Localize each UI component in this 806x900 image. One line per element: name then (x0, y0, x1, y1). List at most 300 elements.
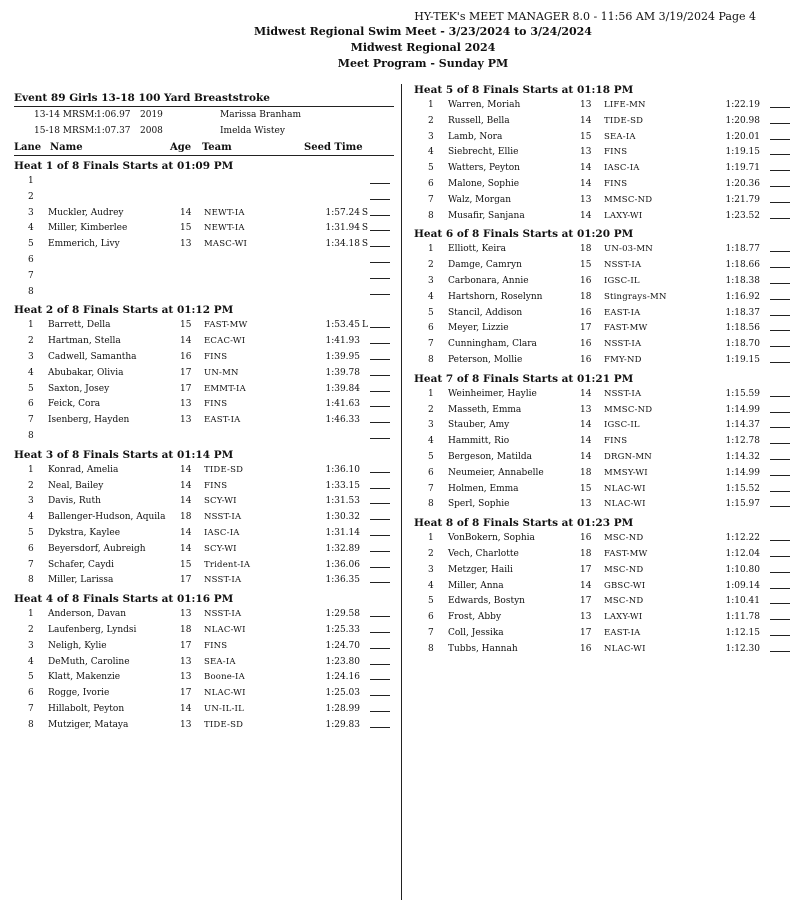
swimmer-name: Neal, Bailey (48, 480, 104, 491)
team-code: LIFE-MN (604, 100, 646, 110)
result-blank (370, 318, 390, 328)
swimmer-age: 17 (580, 596, 592, 607)
seed-time: 1:14.99 (725, 467, 760, 478)
team-code: FINS (204, 480, 228, 491)
result-blank (770, 563, 790, 573)
lane-number: 5 (28, 527, 34, 538)
seed-time: 1:12.30 (725, 643, 760, 654)
swimmer-age: 14 (180, 703, 192, 714)
entry-row (414, 306, 790, 322)
team-code: FAST-MW (604, 323, 648, 334)
result-blank (370, 542, 390, 552)
heat-title: Heat 8 of 8 Finals Starts at 01:23 PM (414, 517, 634, 530)
swimmer-name: Malone, Sophie (448, 178, 520, 189)
entry-row (414, 579, 790, 595)
swimmer-name: Dykstra, Kaylee (48, 527, 121, 538)
entry-row (14, 702, 394, 718)
swimmer-name: Neligh, Kylie (48, 640, 107, 651)
heat-title: Heat 5 of 8 Finals Starts at 01:18 PM (414, 84, 634, 96)
swimmer-age: 13 (180, 415, 192, 426)
lane-number: 7 (428, 339, 434, 350)
swimmer-name: Miller, Larissa (48, 575, 114, 586)
lane-number: 2 (28, 336, 34, 347)
seed-header: Seed Time (304, 142, 363, 153)
lane-number: 8 (428, 354, 434, 365)
swimmer-age: 15 (180, 223, 192, 234)
swimmer-name: Coll, Jessika (448, 627, 504, 638)
swimmer-name: Schafer, Caydi (48, 559, 115, 570)
swimmer-age: 14 (580, 436, 592, 447)
swimmer-name: Konrad, Amelia (48, 464, 119, 475)
lane-number: 1 (428, 533, 434, 544)
result-blank (370, 479, 390, 489)
result-blank (370, 334, 390, 344)
team-header: Team (202, 142, 232, 153)
seed-time: 1:39.78 (325, 367, 360, 378)
result-blank (370, 494, 390, 504)
result-blank (370, 190, 390, 200)
seed-time: 1:33.15 (325, 480, 360, 491)
seed-time: 1:12.15 (725, 627, 760, 638)
result-blank (370, 639, 390, 649)
swimmer-name: Neumeier, Annabelle (448, 467, 544, 478)
swimmer-age: 17 (180, 688, 192, 699)
swimmer-age: 15 (580, 260, 592, 271)
swimmer-name: Peterson, Mollie (448, 354, 523, 365)
entry-row (14, 334, 394, 350)
swimmer-name: Metzger, Haili (448, 564, 513, 575)
lane-number: 6 (428, 467, 434, 478)
seed-time: 1:14.99 (725, 404, 760, 415)
heat-title: Heat 4 of 8 Finals Starts at 01:16 PM (14, 593, 234, 606)
swimmer-age: 15 (180, 559, 192, 570)
result-blank (370, 285, 390, 295)
lane-number: 5 (428, 451, 434, 462)
result-blank (770, 337, 790, 347)
team-code: SEA-IA (604, 131, 636, 142)
result-blank (370, 397, 390, 407)
team-code: NSST-IA (204, 512, 242, 523)
swimmer-name: Rogge, Ivorie (48, 688, 110, 699)
team-code: UN-MN (204, 367, 239, 378)
swimmer-name: Abubakar, Olivia (48, 367, 124, 378)
team-code: FINS (604, 178, 628, 189)
team-code: ECAC-WI (204, 336, 246, 347)
seed-time: 1:46.33 (325, 415, 360, 426)
result-blank (370, 718, 390, 728)
swimmer-name: Lamb, Nora (448, 131, 503, 142)
swimmer-age: 13 (580, 404, 592, 415)
result-blank (770, 321, 790, 331)
record-row (14, 107, 394, 123)
team-code: FAST-MW (604, 548, 648, 559)
lane-number: 2 (28, 480, 34, 491)
swimmer-age: 14 (580, 420, 592, 431)
lane-number: 4 (28, 512, 34, 523)
entry-row (414, 434, 790, 450)
seed-time: 1:10.41 (725, 596, 760, 607)
lane-number: 3 (428, 131, 434, 142)
lane-number: 8 (428, 210, 434, 221)
result-blank (770, 161, 790, 171)
swimmer-age: 17 (180, 383, 192, 394)
swimmer-age: 14 (580, 451, 592, 462)
swimmer-name: Tubbs, Hannah (448, 643, 518, 654)
result-blank (770, 274, 790, 284)
result-blank (370, 607, 390, 617)
swimmer-age: 14 (580, 163, 592, 174)
entry-row (14, 686, 394, 702)
lane-number: 5 (28, 672, 34, 683)
lane-number: 3 (28, 351, 34, 362)
entry-row (414, 497, 790, 513)
result-blank (770, 130, 790, 140)
team-code: EAST-IA (604, 307, 641, 318)
team-code: TIDE-SD (204, 719, 244, 730)
swimmer-age: 14 (180, 496, 192, 507)
entry-row (14, 382, 394, 398)
swimmer-age: 17 (580, 627, 592, 638)
team-code: FAST-MW (204, 320, 248, 331)
swimmer-name: Muckler, Audrey (48, 207, 124, 218)
seed-time: 1:19.15 (725, 354, 760, 365)
result-blank (770, 482, 790, 492)
swimmer-age: 14 (180, 336, 192, 347)
entry-row (14, 366, 394, 382)
record-label: 15-18 MRSM: (34, 126, 98, 136)
lane-number: 1 (28, 320, 34, 331)
seed-time: 1:21.79 (725, 194, 760, 205)
team-code: NSST-IA (204, 609, 242, 620)
lane-number: 6 (28, 688, 34, 699)
seed-time: 1:18.37 (725, 307, 760, 318)
lane-number: 1 (428, 244, 434, 255)
seed-time: 1:36.10 (325, 464, 360, 475)
swimmer-name: Hillabolt, Peyton (48, 703, 125, 714)
seed-time: 1:12.78 (725, 436, 760, 447)
result-blank (770, 242, 790, 252)
team-code: LAXY-WI (604, 612, 643, 623)
lane-number: 8 (428, 643, 434, 654)
team-code: NLAC-WI (604, 483, 646, 494)
seed-time: 1:31.94 (325, 223, 360, 234)
entry-row (414, 387, 790, 403)
swimmer-age: 17 (180, 575, 192, 586)
event-title: Event 89 Girls 13-18 100 Yard Breaststroke (14, 90, 394, 107)
entry-row (414, 193, 790, 209)
entry-row (14, 718, 394, 734)
swimmer-age: 17 (180, 640, 192, 651)
entry-row (14, 494, 394, 510)
result-blank (770, 353, 790, 363)
lane-number: 4 (428, 436, 434, 447)
entry-row (414, 482, 790, 498)
lane-number: 4 (428, 147, 434, 158)
seed-time: 1:34.18 (325, 239, 360, 250)
result-blank (770, 610, 790, 620)
swimmer-age: 13 (580, 612, 592, 623)
lane-number: 3 (28, 496, 34, 507)
swimmer-name: Carbonara, Annie (448, 275, 529, 286)
team-code: NSST-IA (204, 575, 242, 586)
entry-row (414, 130, 790, 146)
entry-row (414, 161, 790, 177)
result-blank (370, 221, 390, 231)
swimmer-age: 14 (180, 543, 192, 554)
lane-number: 2 (28, 624, 34, 635)
result-blank (370, 655, 390, 665)
result-blank (370, 366, 390, 376)
seed-time: 1:28.99 (325, 703, 360, 714)
seed-time: 1:12.04 (725, 548, 760, 559)
swimmer-name: Watters, Peyton (448, 163, 520, 174)
team-code: TIDE-SD (204, 464, 244, 475)
lane-number: 8 (28, 286, 34, 297)
lane-number: 8 (28, 719, 34, 730)
team-code: NSST-IA (604, 339, 642, 350)
lane-number: 7 (428, 627, 434, 638)
lane-number: 1 (28, 176, 34, 186)
entry-row (14, 269, 394, 285)
entry-row (414, 177, 790, 193)
entry-row (14, 318, 394, 334)
swimmer-name: Musafir, Sanjana (448, 210, 525, 221)
lane-number: 5 (428, 596, 434, 607)
heat-title: Heat 6 of 8 Finals Starts at 01:20 PM (414, 228, 634, 241)
team-code: NEWT-IA (204, 207, 245, 218)
team-code: FMY-ND (604, 354, 642, 365)
seed-time: 1:19.71 (725, 163, 760, 174)
swimmer-name: Cadwell, Samantha (48, 351, 137, 362)
swimmer-age: 18 (180, 512, 192, 523)
swimmer-name: Isenberg, Hayden (48, 415, 130, 426)
seed-time: 1:18.66 (725, 260, 760, 271)
seed-time: 1:36.06 (325, 559, 360, 570)
entry-row (414, 145, 790, 161)
swimmer-age: 14 (180, 480, 192, 491)
swimmer-name: DeMuth, Caroline (48, 656, 130, 667)
result-blank (370, 237, 390, 247)
swimmer-age: 17 (580, 323, 592, 334)
swimmer-name: Masseth, Emma (448, 404, 522, 415)
lane-number: 3 (28, 207, 34, 218)
lane-number: 7 (428, 194, 434, 205)
team-code: GBSC-WI (604, 580, 646, 591)
seed-time: 1:15.59 (725, 388, 760, 399)
swimmer-age: 13 (180, 719, 192, 730)
seed-time: 1:18.38 (725, 275, 760, 286)
result-blank (370, 206, 390, 216)
entry-row (14, 542, 394, 558)
entry-row (414, 274, 790, 290)
swimmer-age: 14 (580, 210, 592, 221)
team-code: NLAC-WI (204, 624, 246, 635)
result-blank (770, 387, 790, 397)
seed-time: 1:22.19 (725, 100, 760, 110)
entry-row (414, 466, 790, 482)
swimmer-age: 16 (580, 643, 592, 654)
result-blank (770, 434, 790, 444)
swimmer-name: Laufenberg, Lyndsi (48, 624, 137, 635)
age-header: Age (170, 142, 192, 153)
lane-number: 3 (428, 275, 434, 286)
swimmer-age: 16 (580, 275, 592, 286)
result-blank (770, 579, 790, 589)
team-code: IGSC-IL (604, 420, 640, 431)
seed-time: 1:10.80 (725, 564, 760, 575)
swimmer-age: 13 (580, 194, 592, 205)
result-blank (370, 413, 390, 423)
entry-row (14, 655, 394, 671)
result-blank (370, 573, 390, 583)
lane-number: 6 (28, 254, 34, 265)
lane-number: 7 (428, 483, 434, 494)
team-code: MMSC-ND (604, 194, 653, 205)
seed-time: 1:36.35 (325, 575, 360, 586)
column-divider (401, 84, 402, 900)
entry-row (414, 563, 790, 579)
swimmer-age: 14 (180, 527, 192, 538)
entry-row (414, 114, 790, 130)
result-blank (370, 510, 390, 520)
lane-number: 1 (428, 388, 434, 399)
lane-number: 7 (28, 415, 34, 426)
swimmer-name: Meyer, Lizzie (448, 323, 509, 334)
swimmer-age: 16 (180, 351, 192, 362)
result-blank (370, 429, 390, 439)
team-code: SEA-IA (204, 656, 236, 667)
lane-number: 2 (428, 404, 434, 415)
seed-flag: L (362, 320, 368, 331)
swimmer-age: 15 (580, 483, 592, 494)
seed-time: 1:14.32 (725, 451, 760, 462)
entry-row (414, 209, 790, 225)
seed-time: 1:29.83 (325, 719, 360, 730)
seed-time: 1:41.93 (325, 336, 360, 347)
seed-time: 1:31.14 (325, 527, 360, 538)
team-code: NSST-IA (604, 260, 642, 271)
seed-time: 1:20.98 (725, 115, 760, 126)
team-code: FINS (204, 399, 228, 410)
entry-row (14, 558, 394, 574)
result-blank (770, 450, 790, 460)
swimmer-age: 15 (180, 320, 192, 331)
lane-number: 4 (28, 223, 34, 234)
seed-time: 1:16.92 (725, 291, 760, 302)
result-blank (370, 174, 390, 184)
entry-row (14, 510, 394, 526)
swimmer-name: Miller, Kimberlee (48, 223, 128, 234)
swimmer-age: 14 (580, 115, 592, 126)
lane-number: 2 (428, 548, 434, 559)
entry-row (14, 479, 394, 495)
team-code: NSST-IA (604, 388, 642, 399)
swimmer-name: Beyersdorf, Aubreigh (48, 543, 146, 554)
swimmer-age: 16 (580, 339, 592, 350)
seed-flag: S (361, 223, 368, 234)
team-code: LAXY-WI (604, 210, 643, 221)
entry-row (14, 350, 394, 366)
entry-row (14, 221, 394, 237)
result-blank (770, 418, 790, 428)
lane-number: 5 (428, 307, 434, 318)
team-code: NEWT-IA (204, 223, 245, 234)
team-code: IASC-IA (604, 163, 640, 174)
team-code: MMSY-WI (604, 467, 648, 478)
swimmer-age: 13 (180, 672, 192, 683)
team-code: Trident-IA (204, 559, 251, 570)
swimmer-name: Davis, Ruth (48, 496, 101, 507)
result-blank (770, 547, 790, 557)
entry-row (14, 670, 394, 686)
result-blank (770, 209, 790, 219)
swimmer-age: 16 (580, 354, 592, 365)
seed-flag: S (361, 239, 368, 250)
lane-number: 4 (28, 656, 34, 667)
swimmer-age: 13 (180, 399, 192, 410)
seed-time: 1:39.95 (325, 351, 360, 362)
result-blank (370, 623, 390, 633)
swimmer-name: Miller, Anna (448, 580, 504, 591)
team-code: DRGN-MN (604, 451, 652, 462)
swimmer-name: Edwards, Bostyn (448, 596, 525, 607)
lane-number: 8 (28, 430, 34, 441)
record-label: 13-14 MRSM: (34, 110, 98, 120)
swimmer-name: Anderson, Davan (48, 609, 127, 620)
swimmer-name: Cunningham, Clara (448, 339, 537, 350)
entry-row (14, 463, 394, 479)
swimmer-name: Vech, Charlotte (448, 548, 519, 559)
swimmer-age: 13 (580, 147, 592, 158)
result-blank (370, 686, 390, 696)
team-code: MSC-ND (604, 596, 644, 607)
lane-number: 1 (28, 464, 34, 475)
swimmer-name: Sperl, Sophie (448, 499, 510, 510)
team-code: MASC-WI (204, 239, 248, 250)
lane-number: 6 (428, 612, 434, 623)
left-column (14, 80, 394, 734)
swimmer-name: Russell, Bella (448, 115, 510, 126)
lane-number: 4 (28, 367, 34, 378)
software-header: HY-TEK's MEET MANAGER 8.0 - 11:56 AM 3/19/2024 Page 4 (414, 10, 756, 23)
right-column (414, 80, 790, 658)
swimmer-name: Weinheimer, Haylie (448, 388, 537, 399)
swimmer-age: 13 (580, 100, 592, 110)
swimmer-age: 14 (180, 207, 192, 218)
seed-time: 1:12.22 (725, 533, 760, 544)
team-code: EAST-IA (604, 627, 641, 638)
result-blank (770, 177, 790, 187)
team-code: TIDE-SD (604, 115, 644, 126)
result-blank (770, 466, 790, 476)
swimmer-age: 13 (180, 239, 192, 250)
team-code: UN-IL-IL (204, 703, 244, 714)
entry-row (14, 285, 394, 301)
seed-time: 1:18.77 (725, 244, 760, 255)
result-blank (770, 626, 790, 636)
result-blank (770, 290, 790, 300)
lane-number: 6 (428, 323, 434, 334)
team-code: NLAC-WI (604, 643, 646, 654)
entry-row (14, 397, 394, 413)
swimmer-name: Emmerich, Livy (48, 239, 120, 250)
team-code: SCY-WI (204, 543, 237, 554)
lane-number: 2 (428, 115, 434, 126)
lane-number: 7 (28, 270, 34, 281)
swimmer-name: Ballenger-Hudson, Aquila (48, 512, 166, 523)
lane-number: 5 (28, 383, 34, 394)
swimmer-name: Warren, Moriah (448, 100, 521, 110)
